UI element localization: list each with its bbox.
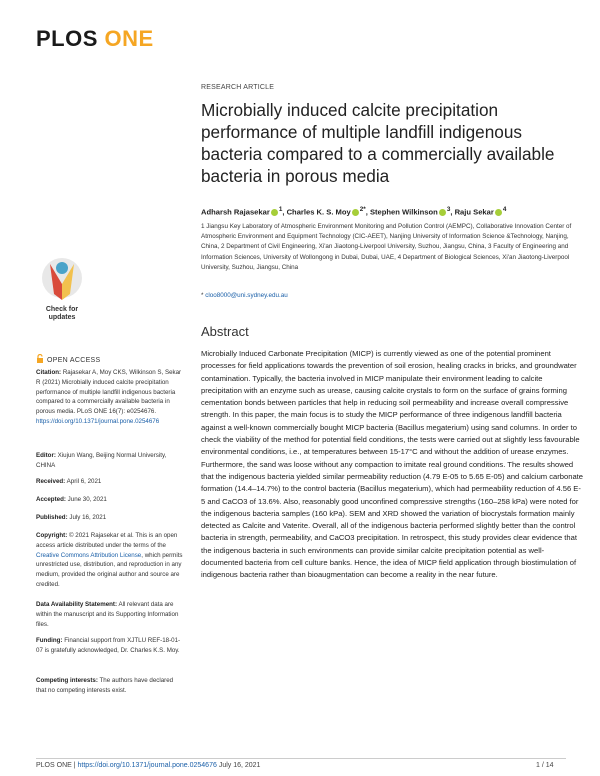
journal-logo[interactable]: [36, 26, 154, 52]
footer-date: July 16, 2021: [218, 762, 261, 769]
author-name[interactable]: Adharsh Rajasekar: [201, 207, 270, 217]
competing-interests-block: [36, 676, 184, 696]
published-label: Published:: [36, 514, 68, 521]
accepted-block: [36, 495, 184, 505]
data-availability-label: Data Availability Statement:: [36, 601, 118, 608]
author-name[interactable]: Charles K. S. Moy: [286, 207, 351, 217]
orcid-icon[interactable]: [495, 209, 502, 216]
article-title: Microbially induced calcite precipitation performance of multiple landfill indigenous bacteria compared to a commercially available bacteria in porous media: [201, 100, 555, 186]
accepted-label: Accepted:: [36, 496, 66, 503]
open-access-label: OPEN ACCESS: [47, 357, 101, 364]
citation-doi-link[interactable]: https://doi.org/10.1371/journal.pone.0254676: [36, 417, 160, 425]
check-line1: Check for: [45, 306, 79, 313]
funding-label: Funding:: [36, 637, 63, 644]
article-type: RESEARCH ARTICLE: [201, 84, 275, 91]
received-block: [36, 477, 184, 487]
copyright-label: Copyright:: [36, 532, 68, 539]
check-line2: updates: [48, 314, 76, 321]
license-link[interactable]: Creative Commons Attribution License: [36, 551, 142, 559]
orcid-icon[interactable]: [439, 209, 446, 216]
published-text: July 16, 2021: [69, 514, 107, 521]
copyright-text: © 2021 Rajasekar et al. This is an open access article distributed under the terms of the: [36, 532, 178, 549]
editor-text: Xiujun Wang, Beijing Normal University, CHINA: [36, 452, 167, 469]
page-number: 1 / 14: [536, 762, 554, 769]
orcid-icon[interactable]: [352, 209, 359, 216]
abstract-heading: Abstract: [201, 324, 249, 339]
abstract-text: Microbially Induced Carbonate Precipitation (MICP) is currently viewed as one of the potential prominent processes for field applications towards the prevention of soil erosion, healing cracks in bricks, and groundwater contamination. Typically, the bacteria involved in MICP manipulate their environment leading to calcite precipitation with an enzyme such as urease, causing calcite crystals to form on the surface of grains forming cementation bonds between particles that help in reducing soil permeability and increase overall compressive strength. In this paper, the main focus is to study the MICP performance of three indigenous landfill bacteria against a well-known commercially bought MICP bacteria (Bacillus megaterium) using sand columns. In order to check the viability of the method for potential field conditions, the tests were carried out at slightly less favourable environmental conditions, i.e., at temperatures between 15-17°C and without the addition of urease enzymes. Furthermore, the sand was loose without any compaction to imitate real ground conditions. The results showed that the indigenous bacteria yielded similar permeability reduction (4.79 E-05 to 5.65 E-05) and calcium carbonate formation (14.4–14.7%) to the control bacteria (Bacillus megaterium), which had permeability reduction of 4.56 E-5 and CaCO3 of 13.6%. Also, reasonably good unconfined compressive strengths (160–258 kPa) were noted for the indigenous bacteria samples (160 kPa). SEM and XRD showed the variation of biocrystals formation mainly detected as Calcite and Vaterite. Overall, all of the indigenous bacteria performed slightly better than the control bacteria in strength, permeability, and CaCO3 precipitation. In retrospect, this study provides clear evidence that the indigenous bacteria in such environments can provide similar calcite precipitation potential as well-documented bacteria from cell culture banks. Hence, the idea of MICP field application through biostimulation of indigenous bacteria rather than bioaugmentation can become a reality in the near future.: [201, 349, 584, 580]
logo-plos: PLOS: [36, 26, 98, 51]
funding-text: Financial support from XJTLU REF-18-01-07 is gratefully acknowledged, Dr. Charles K.S. Moy.: [36, 637, 181, 654]
data-availability-block: [36, 600, 184, 629]
author-name[interactable]: Raju Sekar: [454, 207, 494, 217]
funding-block: [36, 636, 184, 656]
orcid-icon[interactable]: [271, 209, 278, 216]
citation-text: Rajasekar A, Moy CKS, Wilkinson S, Sekar R (2021) Microbially induced calcite precipitation performance of multiple landfill indigenous bacteria compared to a commercially available bacteria in porous media. PLoS ONE 16(7): e0254676.: [36, 369, 182, 416]
author-affil-sup: 2*: [359, 206, 366, 213]
author-affil-sup: 3: [446, 206, 451, 213]
open-access-badge: [36, 354, 100, 364]
check-for-updates-label[interactable]: [36, 306, 88, 322]
email-link[interactable]: cloo8000@uni.sydney.edu.au: [205, 292, 288, 299]
footer-sep: |: [71, 762, 78, 769]
open-lock-icon: [36, 354, 44, 363]
footer-journal: PLOS ONE: [36, 762, 72, 769]
editor-label: Editor:: [36, 452, 56, 459]
data-availability-text: All relevant data are within the manuscript and its Supporting Information files.: [36, 601, 179, 628]
author-list: Adharsh Rajasekar $^1$, Charles K. S. Moy $^{2*}$, Stephen Wilkinson $^3$, Raju Sekar $^4$: [201, 206, 507, 217]
received-label: Received:: [36, 478, 66, 485]
author-affil-sup: 4: [502, 206, 507, 213]
accepted-text: June 30, 2021: [67, 496, 107, 503]
published-block: [36, 513, 184, 523]
author-name[interactable]: Stephen Wilkinson: [369, 207, 438, 217]
citation-block: [36, 368, 184, 427]
page-footer: [36, 762, 260, 769]
footer-divider: [36, 758, 566, 759]
corresponding-email: [201, 292, 288, 299]
received-text: April 6, 2021: [66, 478, 102, 485]
citation-label: Citation:: [36, 369, 62, 376]
affiliations: 1 Jiangsu Key Laboratory of Atmospheric Environment Monitoring and Pollution Control (AEMPC), Collaborative Innovation Center of Atmospheric Environment and Equipment Technology (CIC-AEET), Nanjing University of Information Science &Technology, Nanjing, China, 2 Department of Civil Engineering, Xi'an Jiaotong-Liverpool University, Suzhou, Jiangsu, China, 3 Faculty of Engineering and Information Sciences, University of Wollongong in Dubai, Dubai, UAE, 4 Department of Biological Sciences, Xi'an Jiaotong-Liverpool University, Suzhou, Jiangsu, China: [201, 223, 572, 271]
copyright-text2: , which permits unrestricted use, distribution, and reproduction in any medium, provided the original author and source are credited.: [36, 551, 183, 588]
editor-block: [36, 451, 184, 471]
footer-doi-link[interactable]: https://doi.org/10.1371/journal.pone.0254676: [77, 762, 217, 769]
check-for-updates-icon[interactable]: [36, 254, 88, 306]
author-affil-sup: 1: [278, 206, 283, 213]
logo-one: ONE: [104, 26, 154, 51]
competing-text: The authors have declared that no competing interests exist.: [36, 677, 174, 694]
copyright-block: [36, 531, 184, 590]
email-prefix: *: [201, 292, 206, 299]
competing-label: Competing interests:: [36, 677, 98, 684]
